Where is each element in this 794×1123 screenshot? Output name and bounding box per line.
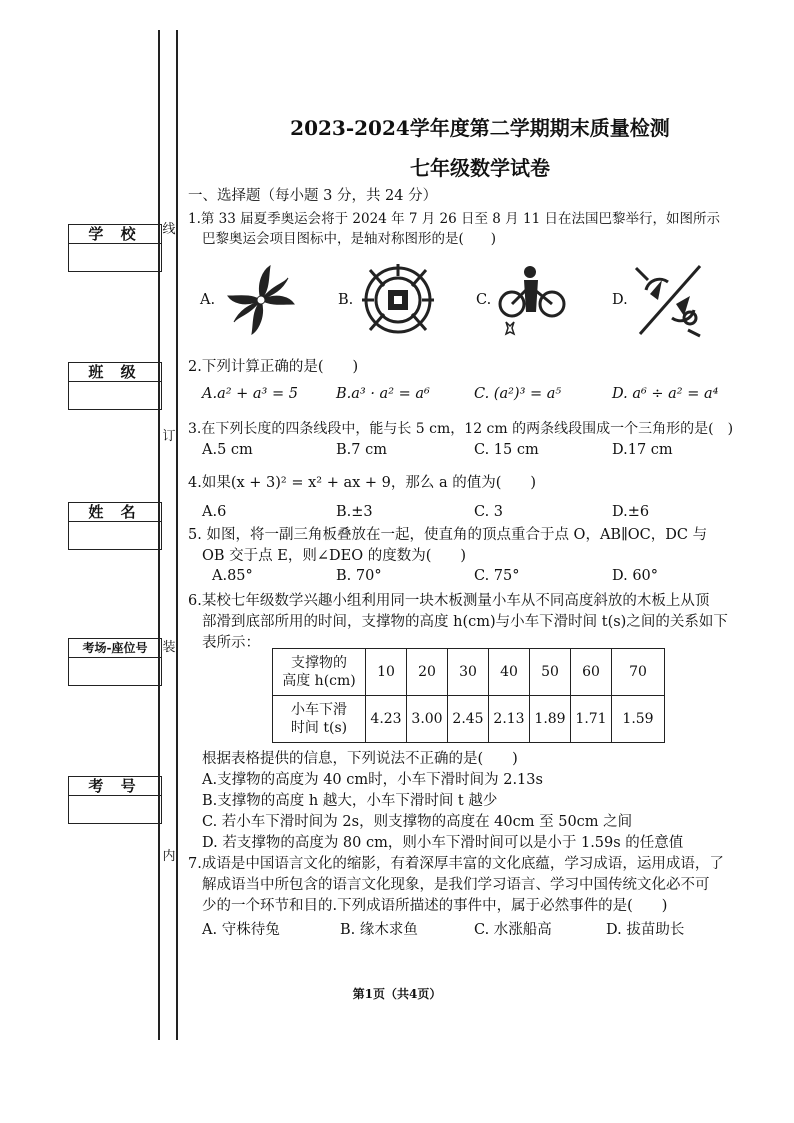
table-cell: 70 [612, 649, 665, 696]
table-cell: 2.13 [489, 696, 530, 743]
q5-option-d: D. 60° [612, 568, 659, 584]
q3-option-b: B.7 cm [336, 442, 387, 458]
q3-option-d: D.17 cm [612, 442, 673, 458]
table-row-label-time [273, 696, 366, 743]
q6-option-a: A.支撑物的高度为 40 cm时，小车下滑时间为 2.13s [202, 772, 543, 788]
table-cell: 60 [571, 649, 612, 696]
binding-char-ding: 订 [162, 429, 176, 444]
q5-option-b: B. 70° [336, 568, 382, 584]
q2-option-b: B.a³ · a² = a⁶ [336, 386, 430, 402]
binding-char-xian: 线 [162, 222, 176, 237]
q7-line2: 解成语当中所包含的语言文化现象，是我们学习语言、学习中国传统文化必不可 [202, 877, 710, 893]
pinwheel-icon [226, 262, 296, 338]
table-cell: 1.71 [571, 696, 612, 743]
room-seat-label: 考场-座位号 [69, 639, 161, 658]
q3-stem: 3.在下列长度的四条线段中，能与长 5 cm，12 cm 的两条线段围成一个三角形的是( ) [188, 421, 734, 437]
q1-option-a-label: A. [200, 292, 216, 308]
table-cell: 4.23 [366, 696, 407, 743]
q1-option-d-label: D. [612, 292, 628, 308]
q4-option-a: A.6 [202, 504, 227, 520]
table-row-label-height [273, 649, 366, 696]
q1-option-c-label: C. [476, 292, 492, 308]
height-label-line1: 支撑物的 [291, 655, 347, 671]
table-cell: 20 [407, 649, 448, 696]
q6-line1: 6.某校七年级数学兴趣小组利用同一块木板测量小车从不同高度斜放的木板上从顶 [188, 593, 710, 609]
page-title: 2023-2024学年度第二学期期末质量检测 [290, 116, 670, 140]
q3-option-a: A.5 cm [202, 442, 253, 458]
exam-number-label: 考 号 [69, 777, 161, 796]
q5-option-a: A.85° [212, 568, 253, 584]
q7-option-c: C. 水涨船高 [474, 922, 552, 938]
school-label: 学 校 [69, 225, 161, 244]
binding-char-nei: 内 [162, 849, 176, 864]
q5-line1: 5. 如图，将一副三角板叠放在一起，使直角的顶点重合于点 O，AB∥OC，DC 与 [188, 527, 708, 543]
table-cell: 40 [489, 649, 530, 696]
name-box[interactable] [68, 502, 162, 550]
q7-line1: 7.成语是中国语言文化的缩影，有着深厚丰富的文化底蕴，学习成语，运用成语，了 [188, 856, 724, 872]
target-icon [360, 260, 436, 340]
school-box[interactable] [68, 224, 162, 272]
section-heading: 一、选择题（每小题 3 分，共 24 分） [188, 188, 438, 204]
q6-line3: 表所示： [202, 635, 260, 651]
page-subtitle: 七年级数学试卷 [410, 156, 550, 180]
time-label-line1: 小车下滑 [291, 702, 347, 718]
table-cell: 1.59 [612, 696, 665, 743]
q6-option-b: B.支撑物的高度 h 越大，小车下滑时间 t 越少 [202, 793, 498, 809]
page-number: 第1页（共4页） [352, 987, 442, 1001]
q3-option-c: C. 15 cm [474, 442, 539, 458]
q2-option-d: D. a⁶ ÷ a² = a⁴ [612, 386, 719, 402]
q5-option-c: C. 75° [474, 568, 520, 584]
q2-option-c: C. (a²)³ = a⁵ [474, 386, 562, 402]
table-cell: 10 [366, 649, 407, 696]
binding-char-zhuang: 装 [162, 640, 176, 655]
class-label: 班 级 [69, 363, 161, 382]
q1-line1: 1.第 33 届夏季奥运会将于 2024 年 7 月 26 日至 8 月 11 日在法国巴黎举行，如图所示 [188, 211, 720, 227]
q7-option-b: B. 缘木求鱼 [340, 922, 418, 938]
q4-option-d: D.±6 [612, 504, 650, 520]
q2-stem: 2.下列计算正确的是( ) [188, 359, 359, 375]
height-label-line2: 高度 h(cm) [282, 673, 356, 689]
q7-line3: 少的一个环节和目的.下列成语所描述的事件中，属于必然事件的是( ) [202, 898, 668, 914]
table-row [273, 649, 665, 696]
exam-number-box[interactable] [68, 776, 162, 824]
q2-option-a: A.a² + a³ = 5 [202, 386, 298, 402]
q4-option-b: B.±3 [336, 504, 373, 520]
fencing-icon [628, 260, 708, 340]
q6-option-d: D. 若支撑物的高度为 80 cm，则小车下滑时间可以是小于 1.59s 的任意值 [202, 835, 684, 851]
room-seat-box[interactable] [68, 638, 162, 686]
time-label-line2: 时间 t(s) [290, 720, 348, 736]
binding-line-right [176, 30, 178, 1040]
q7-option-a: A. 守株待兔 [202, 922, 280, 938]
q1-option-b-label: B. [338, 292, 354, 308]
q6-line2: 部滑到底部所用的时间，支撑物的高度 h(cm)与小车下滑时间 t(s)之间的关系如下 [202, 614, 728, 630]
table-cell: 1.89 [530, 696, 571, 743]
table-cell: 3.00 [407, 696, 448, 743]
class-box[interactable] [68, 362, 162, 410]
q6-data-table [272, 648, 665, 743]
q4-stem: 4.如果(x + 3)² = x² + ax + 9，那么 a 的值为( ) [188, 475, 537, 491]
q7-option-d: D. 拔苗助长 [606, 922, 685, 938]
q6-option-c: C. 若小车下滑时间为 2s，则支撑物的高度在 40cm 至 50cm 之间 [202, 814, 633, 830]
name-label: 姓 名 [69, 503, 161, 522]
q4-option-c: C. 3 [474, 504, 504, 520]
cycling-icon [496, 262, 568, 338]
table-cell: 50 [530, 649, 571, 696]
table-row [273, 696, 665, 743]
q6-after: 根据表格提供的信息，下列说法不正确的是( ) [202, 751, 518, 767]
q5-line2: OB 交于点 E，则∠DEO 的度数为( ) [202, 548, 467, 564]
table-cell: 30 [448, 649, 489, 696]
table-cell: 2.45 [448, 696, 489, 743]
q1-line2: 巴黎奥运会项目图标中，是轴对称图形的是( ) [202, 231, 497, 247]
